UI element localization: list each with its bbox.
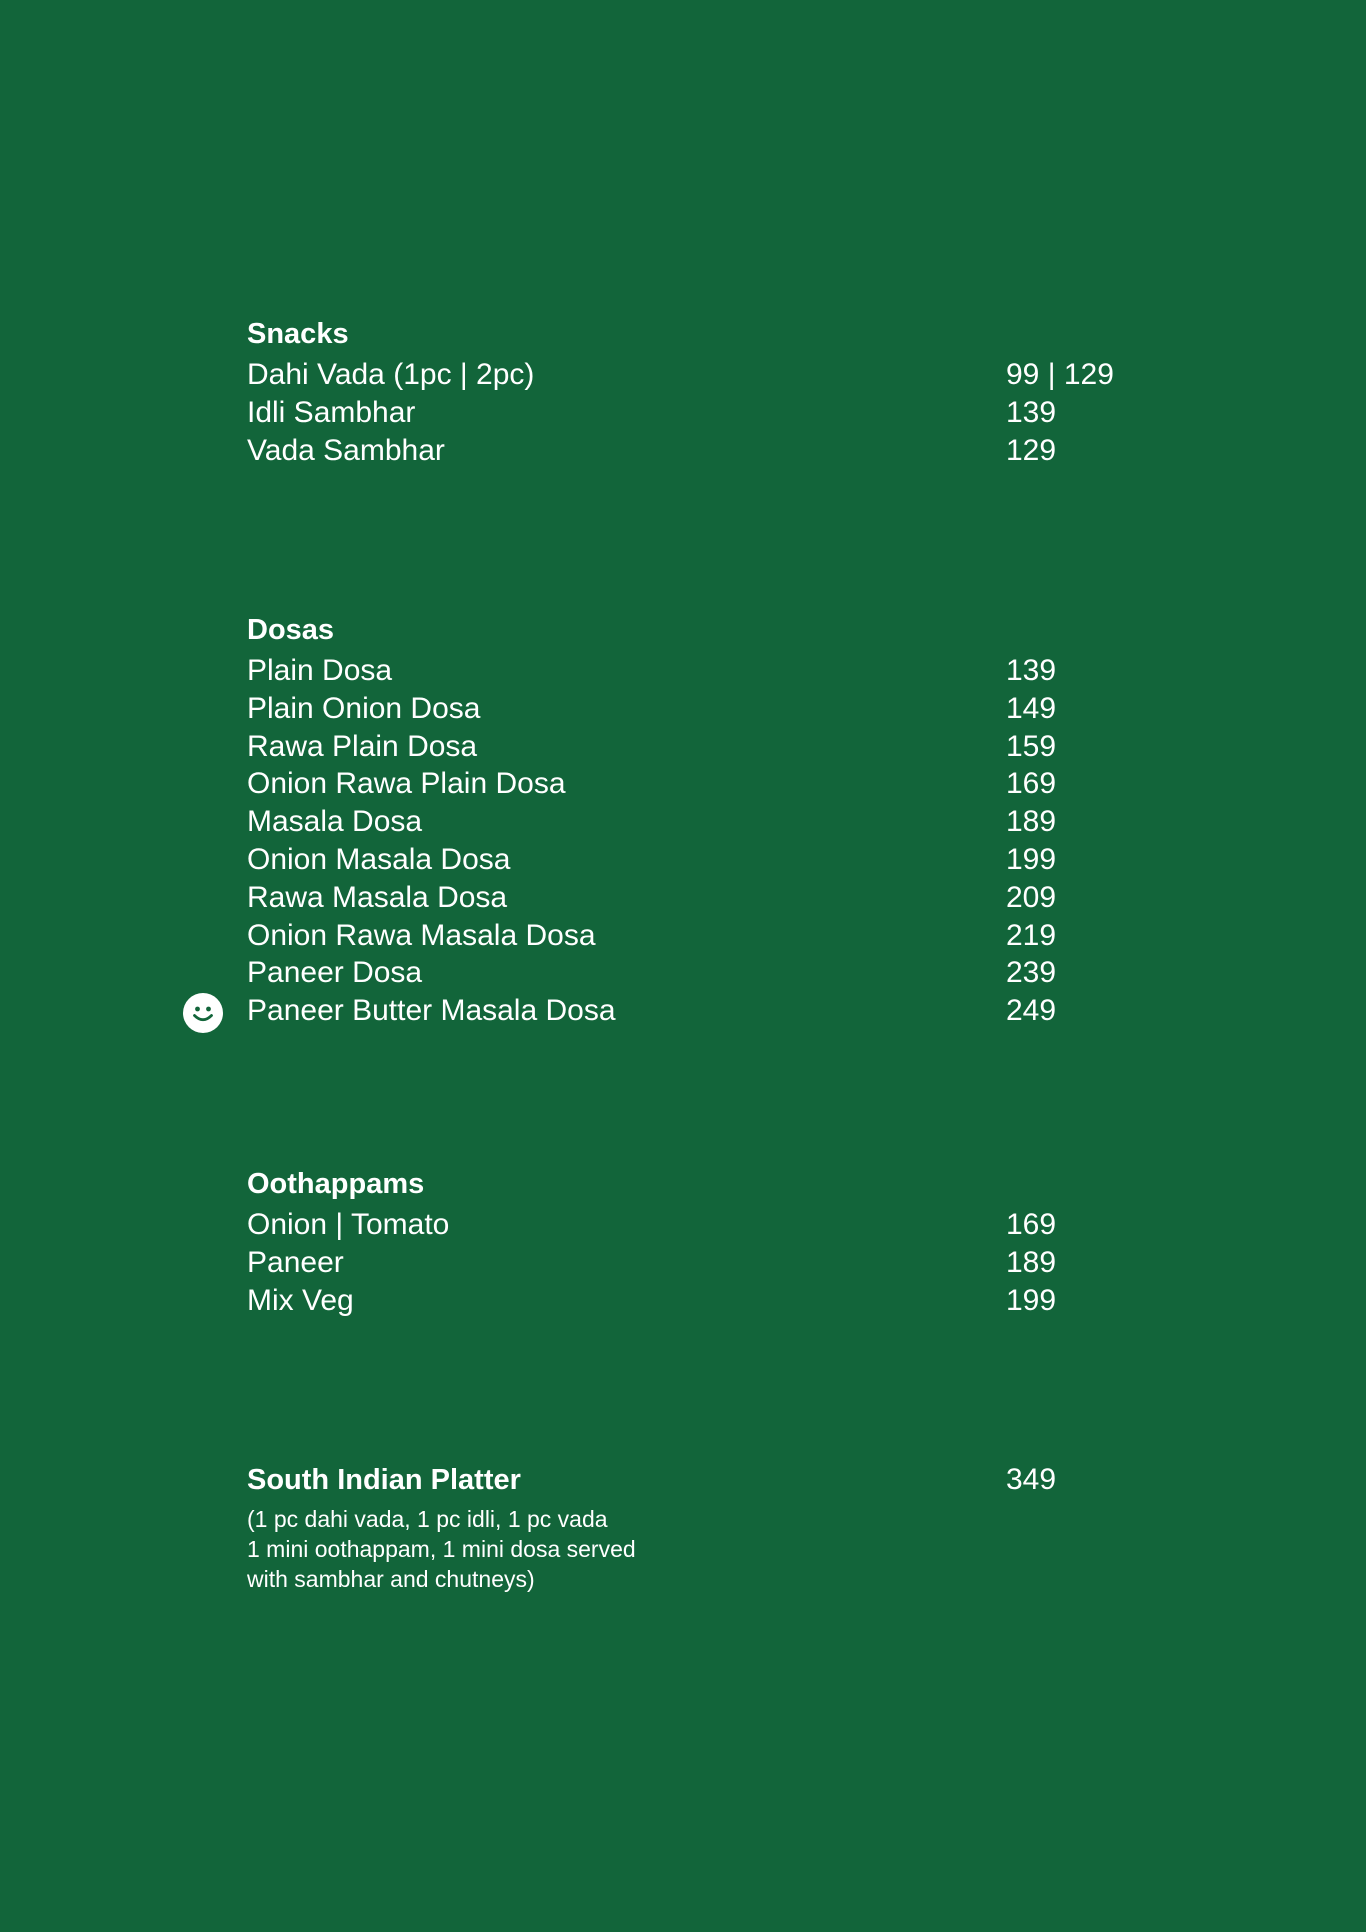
section-dosas [247,610,1147,1030]
menu-item [247,728,1147,766]
item-price: 199 [1006,842,1057,876]
item-price: 219 [1006,918,1057,952]
section-title-snacks: Snacks [247,318,349,350]
menu-item [247,652,1147,690]
item-price: 169 [1006,767,1057,801]
menu-item [247,356,1147,394]
section-title-platter: South Indian Platter [247,1464,521,1496]
item-price: 199 [1006,1283,1057,1317]
menu-item [247,1244,1147,1282]
item-price: 169 [1006,1208,1057,1241]
section-snacks [247,314,1147,469]
menu-item [247,432,1147,470]
item-name: Paneer [247,1245,344,1279]
item-name: Onion Masala Dosa [247,842,511,876]
item-name: Idli Sambhar [247,395,416,429]
menu-item [247,879,1147,917]
platter-description-line: with sambhar and chutneys) [247,1566,535,1592]
item-name: Masala Dosa [247,805,423,839]
item-name: Dahi Vada (1pc | 2pc) [247,358,535,391]
item-price: 149 [1006,691,1057,725]
menu-item [247,394,1147,432]
item-name: Paneer Dosa [247,956,423,990]
menu-item [247,690,1147,728]
item-name: Onion Rawa Masala Dosa [247,918,596,952]
item-name: Mix Veg [247,1283,354,1317]
item-price: 239 [1006,956,1057,990]
platter-description-line: (1 pc dahi vada, 1 pc idli, 1 pc vada [247,1506,608,1532]
item-name: Onion | Tomato [247,1208,450,1241]
menu-item [247,917,1147,955]
item-name: Onion Rawa Plain Dosa [247,767,566,801]
item-price: 139 [1006,654,1057,687]
section-platter [247,1460,1147,1594]
item-name: Vada Sambhar [247,433,445,467]
section-title-oothappams: Oothappams [247,1168,425,1200]
item-price: 99 | 129 [1006,358,1114,391]
smiley-icon [183,993,223,1033]
menu-item [247,803,1147,841]
item-price: 139 [1006,395,1057,429]
item-name: Rawa Masala Dosa [247,880,508,914]
menu-item [247,992,1147,1030]
item-price: 129 [1006,433,1057,467]
item-name: Paneer Butter Masala Dosa [247,994,616,1028]
section-title-dosas: Dosas [247,614,335,646]
item-name: Rawa Plain Dosa [247,729,478,763]
platter-header [247,1460,1147,1500]
platter-description [247,1504,1147,1594]
item-name: Plain Onion Dosa [247,691,481,725]
section-oothappams [247,1164,1147,1319]
menu-item [247,1282,1147,1320]
item-price: 189 [1006,1245,1057,1279]
menu-item [247,954,1147,992]
item-name: Plain Dosa [247,654,393,687]
menu-item [247,841,1147,879]
item-price: 209 [1006,880,1057,914]
menu-item [247,1206,1147,1244]
menu-item [247,765,1147,803]
item-price: 249 [1006,994,1057,1028]
platter-description-line: 1 mini oothappam, 1 mini dosa served [247,1536,636,1562]
item-price: 159 [1006,729,1057,763]
item-price: 189 [1006,805,1057,839]
item-price: 349 [1006,1463,1057,1496]
